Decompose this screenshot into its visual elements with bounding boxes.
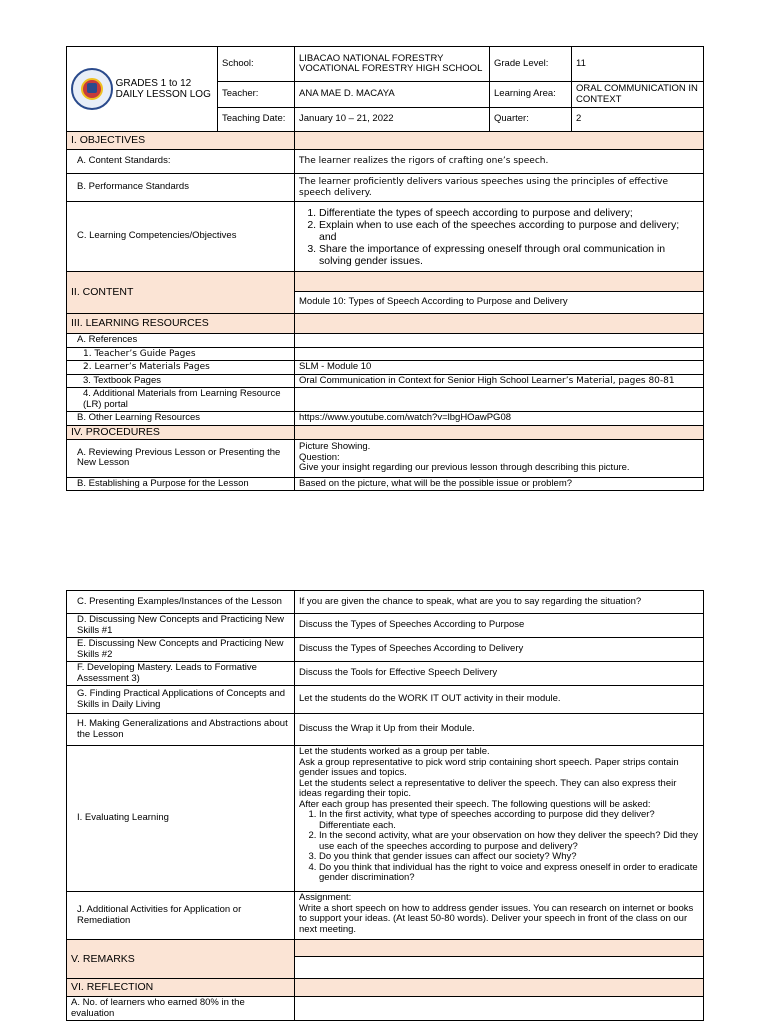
procedure-e-label: E. Discussing New Concepts and Practicing New Skills #2	[67, 638, 295, 662]
competencies-label: C. Learning Competencies/Objectives	[67, 202, 295, 272]
lm-pages-label: 2. Learner’s Materials Pages	[67, 361, 295, 375]
textbook-pages-label: 3. Textbook Pages	[67, 374, 295, 388]
deped-seal-icon	[71, 68, 113, 110]
procedure-c-label: C. Presenting Examples/Instances of the Lesson	[67, 591, 295, 614]
procedure-d-label: D. Discussing New Concepts and Practicing New Skills #1	[67, 614, 295, 638]
reflection-heading: VI. REFLECTION	[67, 979, 295, 997]
tg-pages-label: 1. Teacher’s Guide Pages	[67, 347, 295, 361]
list-item: 3. Do you think that gender issues can affect our society? Why?	[319, 852, 699, 863]
quarter-value: 2	[572, 108, 704, 132]
date-label: Teaching Date:	[218, 108, 295, 132]
objectives-table	[66, 131, 704, 491]
remarks-heading: V. REMARKS	[67, 940, 295, 979]
procedure-j-value: Assignment: Write a short speech on how to address gender issues. You can research on internet or books to support your ideas. (At least 50-80 words). Deliver your speech in front of the class on our next meeting.	[295, 892, 704, 940]
log-title-line2: DAILY LESSON LOG	[115, 89, 211, 100]
procedure-b-label: B. Establishing a Purpose for the Lesson	[67, 477, 295, 491]
log-title-line1: GRADES 1 to 12	[115, 78, 192, 89]
quarter-label: Quarter:	[490, 108, 572, 132]
lm-pages-value: SLM - Module 10	[295, 361, 704, 375]
header-table	[66, 46, 704, 132]
performance-standards-value: The learner proficiently delivers various speeches using the principles of effective speech delivery.	[295, 174, 704, 202]
procedure-b-value: Based on the picture, what will be the possible issue or problem?	[295, 477, 704, 491]
other-resources-label: B. Other Learning Resources	[67, 412, 295, 426]
teacher-label: Teacher:	[218, 82, 295, 108]
procedure-d-value: Discuss the Types of Speeches According to Purpose	[295, 614, 704, 638]
list-item: 1. Differentiate the types of speech according to purpose and delivery;	[319, 207, 699, 219]
area-label: Learning Area:	[490, 82, 572, 108]
list-item: 2. Explain when to use each of the speeches according to purpose and delivery; and	[319, 219, 699, 243]
procedure-e-value: Discuss the Types of Speeches According to Delivery	[295, 638, 704, 662]
objectives-heading: I. OBJECTIVES	[67, 132, 295, 150]
lesson-log-page-2	[66, 590, 703, 1021]
evaluation-questions	[299, 810, 699, 884]
content-value: Module 10: Types of Speech According to Purpose and Delivery	[295, 292, 704, 314]
grade-value: 11	[572, 47, 704, 82]
procedure-g-value: Let the students do the WORK IT OUT activity in their module.	[295, 686, 704, 714]
list-item: 3. Share the importance of expressing oneself through oral communication in solving gender issues.	[319, 243, 699, 267]
competencies-value	[295, 202, 704, 272]
procedures-heading: IV. PROCEDURES	[67, 425, 295, 439]
lesson-log-page-1	[66, 46, 703, 491]
textbook-pages-value: Oral Communication in Context for Senior High School Learner’s Material, pages 80-81	[295, 374, 704, 388]
procedure-i-label: I. Evaluating Learning	[67, 746, 295, 892]
procedure-j-label: J. Additional Activities for Application or Remediation	[67, 892, 295, 940]
area-value: ORAL COMMUNICATION IN CONTEXT	[572, 82, 704, 108]
competencies-list	[299, 207, 699, 267]
procedure-a-value: Picture Showing. Question: Give your insight regarding our previous lesson through describing this picture.	[295, 439, 704, 477]
log-title-cell	[67, 47, 218, 132]
procedure-c-value: If you are given the chance to speak, what are you to say regarding the situation?	[295, 591, 704, 614]
list-item: 2. In the second activity, what are your observation on how they deliver the speech? Did they use each of the speeches according to purpose and delivery?	[319, 831, 699, 852]
procedures-table-continued	[66, 590, 704, 1021]
school-value: LIBACAO NATIONAL FORESTRY VOCATIONAL FORESTRY HIGH SCHOOL	[295, 47, 490, 82]
references-label: A. References	[67, 334, 295, 348]
procedure-g-label: G. Finding Practical Applications of Concepts and Skills in Daily Living	[67, 686, 295, 714]
content-standards-value: The learner realizes the rigors of crafting one’s speech.	[295, 150, 704, 174]
reflection-a-label: A. No. of learners who earned 80% in the evaluation	[67, 997, 295, 1021]
procedure-a-label: A. Reviewing Previous Lesson or Presenting the New Lesson	[67, 439, 295, 477]
school-label: School:	[218, 47, 295, 82]
additional-materials-label: 4. Additional Materials from Learning Resource (LR) portal	[67, 388, 295, 412]
other-resources-link[interactable]: https://www.youtube.com/watch?v=lbgHOawPG08	[295, 412, 704, 426]
procedure-f-value: Discuss the Tools for Effective Speech Delivery	[295, 662, 704, 686]
content-standards-label: A. Content Standards:	[67, 150, 295, 174]
resources-heading: III. LEARNING RESOURCES	[67, 314, 295, 334]
performance-standards-label: B. Performance Standards	[67, 174, 295, 202]
procedure-h-label: H. Making Generalizations and Abstractions about the Lesson	[67, 714, 295, 746]
procedure-i-value: Let the students worked as a group per table. Ask a group representative to pick word strip containing short speech. Paper strips contain gender issues and topics. Let the students select a representative to deliver the speech. They can also express their ideas regarding their topic. After each group has presented their speech. The following questions will be asked: 1. In the first activity, what type of speeches according to purpose did they deliver? Differentiate each. 2. In the second activity, what are your observation on how they deliver the speech? Did they use each of the speeches according to purpose and delivery? 3. Do you think that gender issues can affect our society? Why? 4. Do you think that individual has the right to voice and express oneself in order to eradicate gender discrimination?	[295, 746, 704, 892]
list-item: 1. In the first activity, what type of speeches according to purpose did they deliver? Differentiate each.	[319, 810, 699, 831]
procedure-f-label: F. Developing Mastery. Leads to Formative Assessment 3)	[67, 662, 295, 686]
list-item: 4. Do you think that individual has the right to voice and express oneself in order to eradicate gender discrimination?	[319, 863, 699, 884]
grade-label: Grade Level:	[490, 47, 572, 82]
procedure-h-value: Discuss the Wrap it Up from their Module.	[295, 714, 704, 746]
teacher-value: ANA MAE D. MACAYA	[295, 82, 490, 108]
date-value: January 10 – 21, 2022	[295, 108, 490, 132]
content-heading: II. CONTENT	[67, 272, 295, 314]
